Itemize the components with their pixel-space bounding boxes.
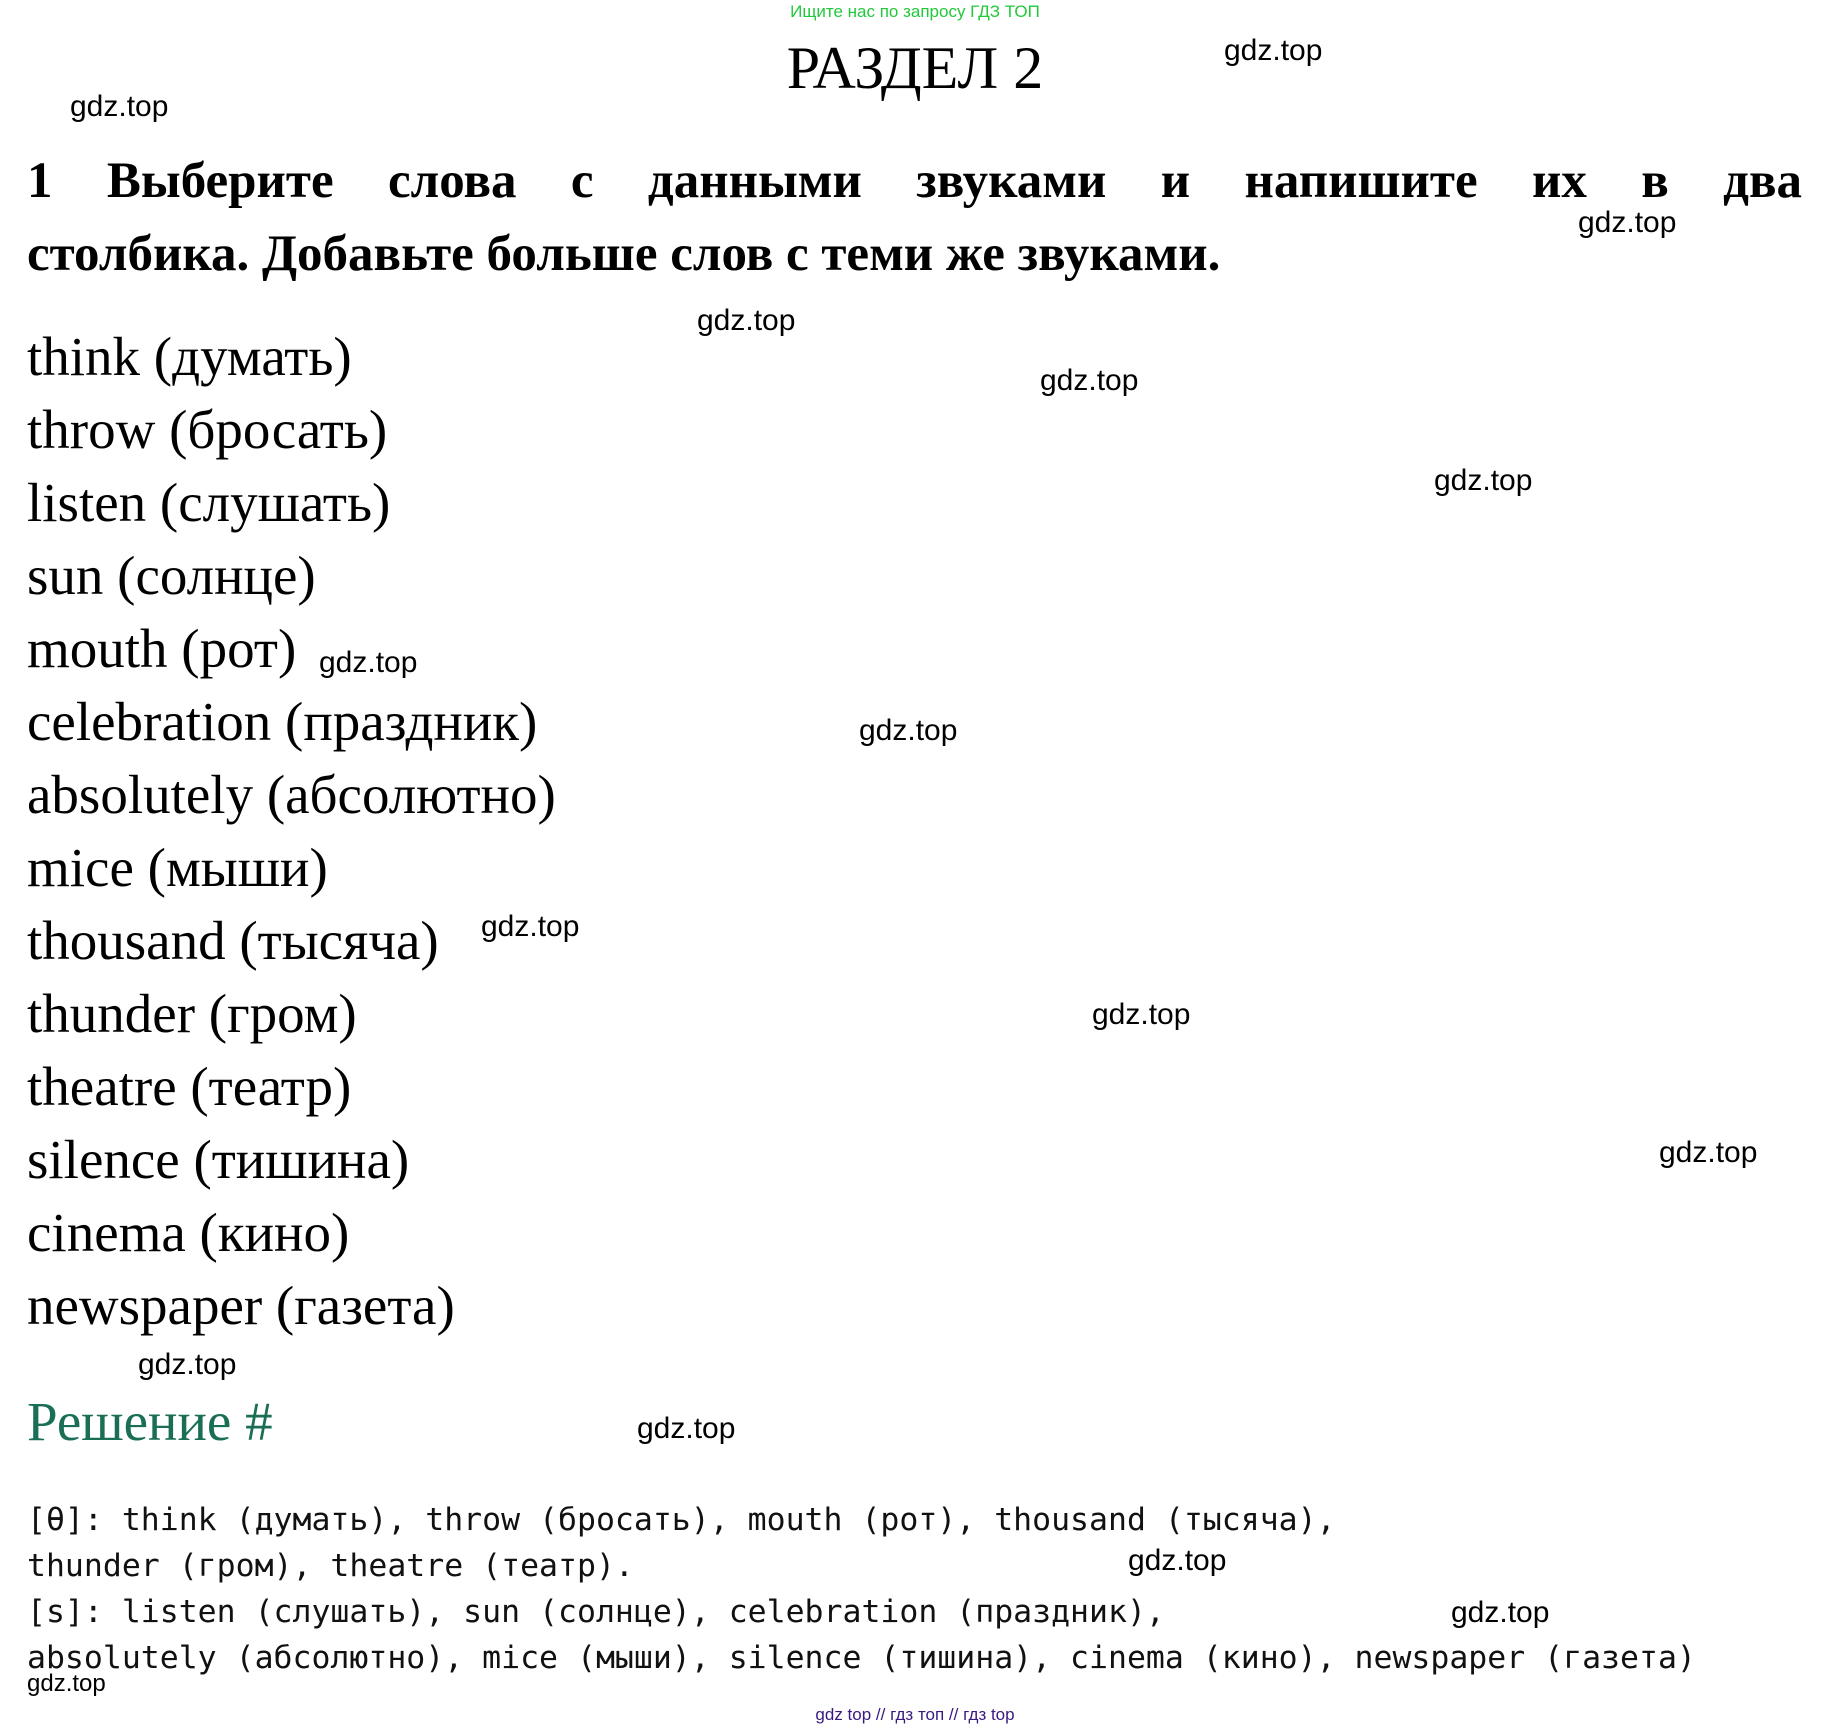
word-item: absolutely (абсолютно)	[27, 764, 556, 825]
top-banner: Ищите нас по запросу ГДЗ ТОП	[790, 2, 1040, 21]
watermark: gdz.top	[1128, 1544, 1227, 1577]
watermark: gdz.top	[859, 714, 958, 747]
word-item: thousand (тысяча)	[27, 910, 439, 971]
word-item: celebration (праздник)	[27, 691, 538, 752]
task-instruction	[27, 145, 1802, 291]
watermark: gdz.top	[1451, 1596, 1550, 1629]
word-item: mice (мыши)	[27, 837, 328, 898]
answer-line: [θ]: think (думать), throw (бросать), mouth (рот), thousand (тысяча),	[27, 1502, 1336, 1538]
watermark: gdz.top	[697, 304, 796, 337]
word-item: newspaper (газета)	[27, 1275, 455, 1336]
answer-line: [s]: listen (слушать), sun (солнце), celebration (праздник),	[27, 1594, 1165, 1630]
footer: gdz top // гдз топ // гдз top	[815, 1705, 1015, 1724]
word-item: theatre (театр)	[27, 1056, 352, 1117]
answer-line: absolutely (абсолютно), mice (мыши), silence (тишина), cinema (кино), newspaper (газета)	[27, 1640, 1696, 1676]
word-item: silence (тишина)	[27, 1129, 410, 1190]
watermark: gdz.top	[70, 90, 169, 123]
word-item: thunder (гром)	[27, 983, 357, 1044]
word-item: mouth (рот)	[27, 618, 297, 679]
word-item: listen (слушать)	[27, 472, 391, 533]
word-item: cinema (кино)	[27, 1202, 350, 1263]
answer-line: thunder (гром), theatre (театр).	[27, 1548, 634, 1584]
watermark: gdz.top	[481, 910, 580, 943]
word-list	[27, 320, 556, 1342]
solution-answer	[27, 1497, 1696, 1681]
watermark: gdz.top	[1659, 1136, 1758, 1169]
word-item: sun (солнце)	[27, 545, 316, 606]
task-line-1: 1 Выберите слова с данными звуками и напишите их в два	[27, 153, 1802, 209]
watermark: gdz.top	[1434, 464, 1533, 497]
section-title: РАЗДЕЛ 2	[786, 35, 1044, 101]
watermark: gdz.top	[138, 1348, 237, 1381]
watermark: gdz.top	[1224, 34, 1323, 67]
watermark: gdz.top	[27, 1670, 106, 1697]
word-item: throw (бросать)	[27, 399, 388, 460]
watermark: gdz.top	[1092, 998, 1191, 1031]
watermark: gdz.top	[637, 1412, 736, 1445]
solution-heading: Решение #	[27, 1391, 273, 1452]
word-item: think (думать)	[27, 326, 352, 387]
task-line-2: столбика. Добавьте больше слов с теми же звуками.	[27, 226, 1221, 282]
watermark: gdz.top	[319, 646, 418, 679]
watermark: gdz.top	[1578, 206, 1677, 239]
watermark: gdz.top	[1040, 364, 1139, 397]
